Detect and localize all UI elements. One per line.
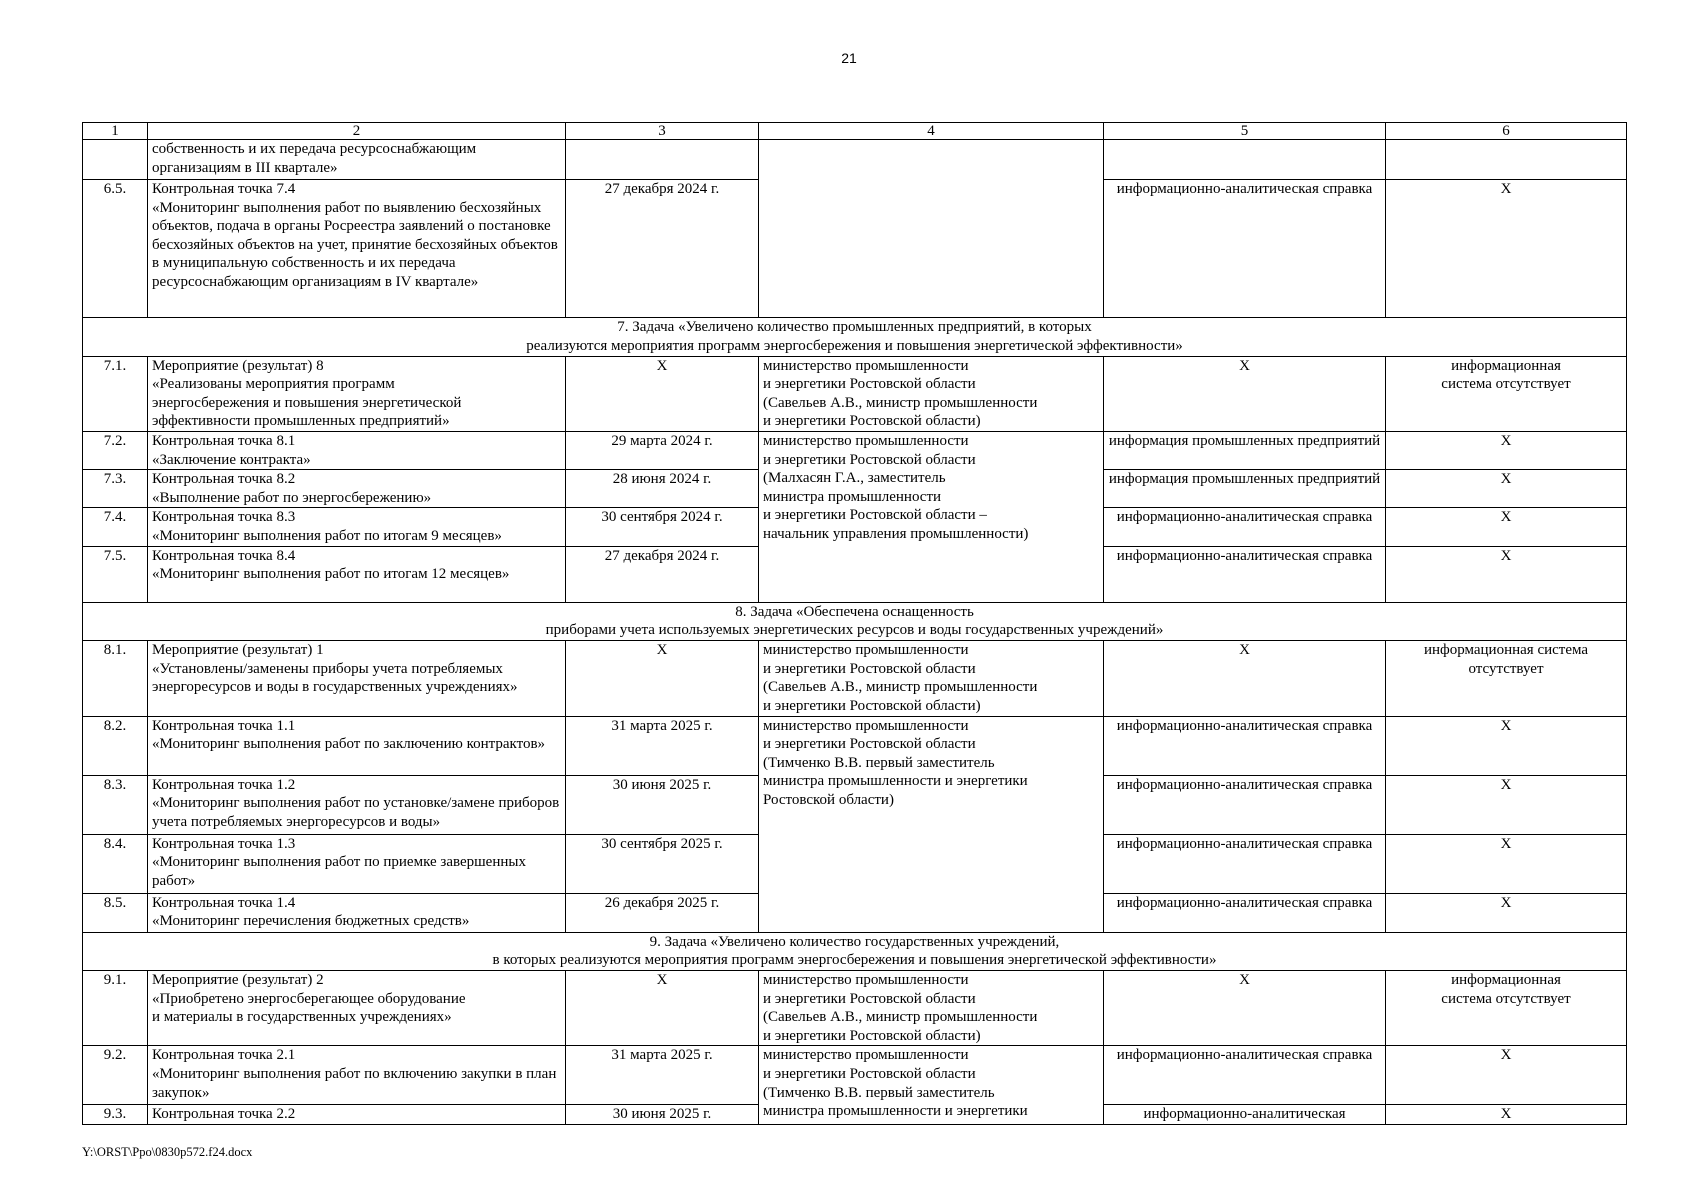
deadline-cell: 29 марта 2024 г. [566,431,759,469]
row-number: 9.1. [83,971,148,1046]
info-system-cell: X [1386,834,1627,893]
row-title: собственность и их передача ресурсоснабжающим организациям в III квартале» [148,140,566,180]
deadline-cell: 26 декабря 2025 г. [566,893,759,932]
deadline-cell: X [566,356,759,431]
responsible-cell [759,140,1104,318]
info-system-cell: информационная система отсутствует [1386,971,1627,1046]
row-number: 8.2. [83,716,148,775]
deadline-cell: 28 июня 2024 г. [566,470,759,508]
task-row [83,932,1627,971]
row-title: Мероприятие (результат) 2 «Приобретено энергосберегающее оборудование и материалы в государственных учреждениях» [148,971,566,1046]
document-cell: X [1104,971,1386,1046]
document-cell: X [1104,356,1386,431]
deadline-cell: 31 марта 2025 г. [566,716,759,775]
info-system-cell: X [1386,1046,1627,1105]
task-heading: 9. Задача «Увеличено количество государственных учреждений, в которых реализуются мероприятия программ энергосбережения и повышения энергетической эффективности» [83,932,1627,971]
plan-table [82,122,1627,1125]
row-title: Контрольная точка 8.3 «Мониторинг выполнения работ по итогам 9 месяцев» [148,508,566,546]
row-number: 9.2. [83,1046,148,1105]
deadline-cell: 31 марта 2025 г. [566,1046,759,1105]
deadline-cell: 30 сентября 2025 г. [566,834,759,893]
row-title: Контрольная точка 8.2 «Выполнение работ по энергосбережению» [148,470,566,508]
row-title: Контрольная точка 1.1 «Мониторинг выполнения работ по заключению контрактов» [148,716,566,775]
info-system-cell: X [1386,508,1627,546]
deadline-cell: X [566,641,759,716]
document-cell: информация промышленных предприятий [1104,431,1386,469]
row-number: 8.3. [83,775,148,834]
table-row [83,1046,1627,1105]
table-row [83,140,1627,180]
file-path-footer: Y:\ORST\Ppo\0830p572.f24.docx [82,1145,253,1159]
task-heading: 8. Задача «Обеспечена оснащенность приборами учета используемых энергетических ресурсов и воды государственных учреждений» [83,602,1627,641]
document-cell: информационно-аналитическая справка [1104,893,1386,932]
column-header: 2 [148,123,566,140]
document-cell: информационно-аналитическая [1104,1105,1386,1125]
row-number [83,140,148,180]
column-header: 3 [566,123,759,140]
row-number: 9.3. [83,1105,148,1125]
row-title: Контрольная точка 1.4 «Мониторинг перечисления бюджетных средств» [148,893,566,932]
info-system-cell: информационная система отсутствует [1386,641,1627,716]
row-title: Контрольная точка 2.1 «Мониторинг выполнения работ по включению закупки в план закупок» [148,1046,566,1105]
task-row [83,318,1627,357]
document-cell: X [1104,641,1386,716]
column-header: 5 [1104,123,1386,140]
table-header-row [83,123,1627,140]
table-row [83,971,1627,1046]
info-system-cell [1386,140,1627,180]
document-cell: информационно-аналитическая справка [1104,716,1386,775]
info-system-cell: X [1386,1105,1627,1125]
row-number: 7.2. [83,431,148,469]
table-row [83,431,1627,469]
deadline-cell: 27 декабря 2024 г. [566,180,759,318]
document-cell: информационно-аналитическая справка [1104,180,1386,318]
row-title: Контрольная точка 8.1 «Заключение контракта» [148,431,566,469]
info-system-cell: X [1386,775,1627,834]
deadline-cell: 27 декабря 2024 г. [566,546,759,602]
responsible-cell: министерство промышленности и энергетики Ростовской области (Тимченко В.В. первый заместитель министра промышленности и энергетики [759,1046,1104,1125]
row-number: 8.5. [83,893,148,932]
row-number: 7.5. [83,546,148,602]
responsible-cell: министерство промышленности и энергетики Ростовской области (Савельев А.В., министр промышленности и энергетики Ростовской области) [759,971,1104,1046]
row-title: Контрольная точка 7.4 «Мониторинг выполнения работ по выявлению бесхозяйных объектов, подача в органы Росреестра заявлений о постановке бесхозяйных объектов на учет, принятие бесхозяйных объектов в муниципальную собственность и их передача ресурсоснабжающим организациям в IV квартале» [148,180,566,318]
responsible-cell: министерство промышленности и энергетики Ростовской области (Савельев А.В., министр промышленности и энергетики Ростовской области) [759,356,1104,431]
row-number: 7.1. [83,356,148,431]
document-cell: информация промышленных предприятий [1104,470,1386,508]
info-system-cell: информационная система отсутствует [1386,356,1627,431]
deadline-cell: 30 июня 2025 г. [566,1105,759,1125]
responsible-cell: министерство промышленности и энергетики Ростовской области (Малхасян Г.А., заместитель министра промышленности и энергетики Ростовской области – начальник управления промышленности) [759,431,1104,602]
deadline-cell [566,140,759,180]
task-heading: 7. Задача «Увеличено количество промышленных предприятий, в которых реализуются мероприятия программ энергосбережения и повышения энергетической эффективности» [83,318,1627,357]
row-title: Контрольная точка 1.3 «Мониторинг выполнения работ по приемке завершенных работ» [148,834,566,893]
info-system-cell: X [1386,470,1627,508]
row-number: 8.4. [83,834,148,893]
document-cell: информационно-аналитическая справка [1104,834,1386,893]
document-cell: информационно-аналитическая справка [1104,1046,1386,1105]
row-title: Мероприятие (результат) 8 «Реализованы мероприятия программ энергосбережения и повышения энергетической эффективности промышленных предприятий» [148,356,566,431]
table-row [83,356,1627,431]
document-cell: информационно-аналитическая справка [1104,546,1386,602]
column-header: 4 [759,123,1104,140]
table-row [83,716,1627,775]
info-system-cell: X [1386,716,1627,775]
responsible-cell: министерство промышленности и энергетики Ростовской области (Савельев А.В., министр промышленности и энергетики Ростовской области) [759,641,1104,716]
row-title: Контрольная точка 8.4 «Мониторинг выполнения работ по итогам 12 месяцев» [148,546,566,602]
row-title: Мероприятие (результат) 1 «Установлены/заменены приборы учета потребляемых энергоресурсов и воды в государственных учреждениях» [148,641,566,716]
deadline-cell: 30 июня 2025 г. [566,775,759,834]
row-title: Контрольная точка 1.2 «Мониторинг выполнения работ по установке/замене приборов учета потребляемых энергоресурсов и воды» [148,775,566,834]
document-cell [1104,140,1386,180]
column-header: 6 [1386,123,1627,140]
page-number: 21 [841,50,857,66]
row-number: 7.3. [83,470,148,508]
info-system-cell: X [1386,431,1627,469]
responsible-cell: министерство промышленности и энергетики Ростовской области (Тимченко В.В. первый заместитель министра промышленности и энергетики Ростовской области) [759,716,1104,932]
row-number: 8.1. [83,641,148,716]
document-cell: информационно-аналитическая справка [1104,508,1386,546]
info-system-cell: X [1386,546,1627,602]
row-number: 6.5. [83,180,148,318]
row-number: 7.4. [83,508,148,546]
deadline-cell: 30 сентября 2024 г. [566,508,759,546]
task-row [83,602,1627,641]
info-system-cell: X [1386,893,1627,932]
document-cell: информационно-аналитическая справка [1104,775,1386,834]
row-title: Контрольная точка 2.2 [148,1105,566,1125]
table-row [83,641,1627,716]
column-header: 1 [83,123,148,140]
info-system-cell: X [1386,180,1627,318]
deadline-cell: X [566,971,759,1046]
